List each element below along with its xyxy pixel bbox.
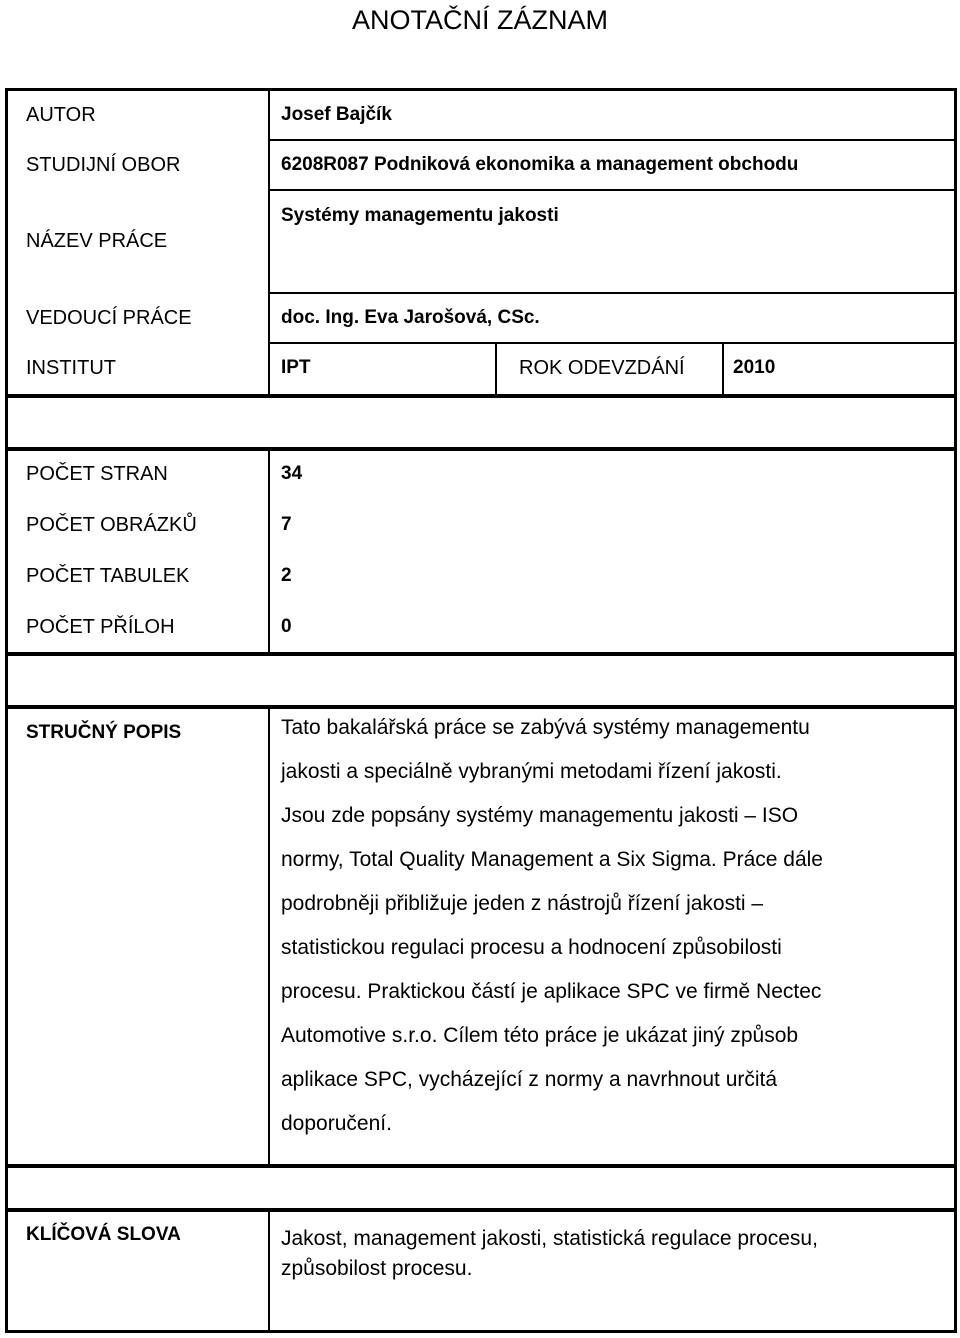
spacer-block <box>5 653 957 708</box>
count-value-tables: 2 <box>281 565 292 586</box>
summary-line: statistickou regulaci procesu a hodnocení způsobilosti <box>281 936 782 959</box>
spacer-block <box>5 395 957 450</box>
column-divider <box>268 88 270 397</box>
summary-text <box>281 706 941 1146</box>
institute-label: INSTITUT <box>26 357 116 379</box>
keywords-label: KLÍČOVÁ SLOVA <box>26 1224 181 1245</box>
row-divider <box>268 189 957 191</box>
supervisor-value: doc. Ing. Eva Jarošová, CSc. <box>281 307 540 328</box>
summary-line: aplikace SPC, vycházející z normy a navrhnout určitá <box>281 1068 778 1091</box>
summary-line: Automotive s.r.o. Cílem této práce je ukázat jiný způsob <box>281 1024 799 1047</box>
field-value: 6208R087 Podniková ekonomika a management obchodu <box>281 154 799 175</box>
thesis-title-value: Systémy managementu jakosti <box>281 205 559 226</box>
count-label-pages: POČET STRAN <box>26 463 168 485</box>
summary-line: doporučení. <box>281 1112 392 1135</box>
summary-line: procesu. Praktickou částí je aplikace SPC ve firmě Nectec <box>281 980 822 1003</box>
count-value-pages: 34 <box>281 463 303 484</box>
count-value-figures: 7 <box>281 514 292 535</box>
institute-value: IPT <box>281 357 311 378</box>
row-divider <box>268 139 957 141</box>
count-label-appendices: POČET PŘÍLOH <box>26 616 175 638</box>
row-divider <box>268 342 957 344</box>
summary-line: normy, Total Quality Management a Six Sigma. Práce dále <box>281 848 823 871</box>
page-title: ANOTAČNÍ ZÁZNAM <box>352 5 608 35</box>
column-divider <box>268 1209 270 1333</box>
summary-line: Jsou zde popsány systémy managementu jakosti – ISO <box>281 804 799 827</box>
keywords-line: způsobilost procesu. <box>281 1257 473 1280</box>
author-label: AUTOR <box>26 104 96 126</box>
column-divider <box>722 342 724 397</box>
summary-line: Tato bakalářská práce se zabývá systémy managementu <box>281 716 810 739</box>
author-value: Josef Bajčík <box>281 104 392 125</box>
count-label-figures: POČET OBRÁZKŮ <box>26 514 197 536</box>
supervisor-label: VEDOUCÍ PRÁCE <box>26 307 192 329</box>
row-divider <box>268 292 957 294</box>
spacer-block <box>5 1165 957 1211</box>
count-label-tables: POČET TABULEK <box>26 565 190 587</box>
thesis-title-label: NÁZEV PRÁCE <box>26 230 168 252</box>
year-label: ROK ODEVZDÁNÍ <box>519 357 685 379</box>
keywords-text <box>281 1224 941 1284</box>
summary-line: podrobněji přibližuje jeden z nástrojů řízení jakosti – <box>281 892 764 915</box>
column-divider <box>268 448 270 655</box>
summary-line: jakosti a speciálně vybranými metodami řízení jakosti. <box>281 760 782 783</box>
column-divider <box>268 706 270 1167</box>
count-value-appendices: 0 <box>281 616 292 637</box>
keywords-line: Jakost, management jakosti, statistická regulace procesu, <box>281 1227 818 1250</box>
year-value: 2010 <box>733 357 776 378</box>
field-label: STUDIJNÍ OBOR <box>26 154 181 176</box>
summary-label: STRUČNÝ POPIS <box>26 722 182 743</box>
column-divider <box>495 342 497 397</box>
